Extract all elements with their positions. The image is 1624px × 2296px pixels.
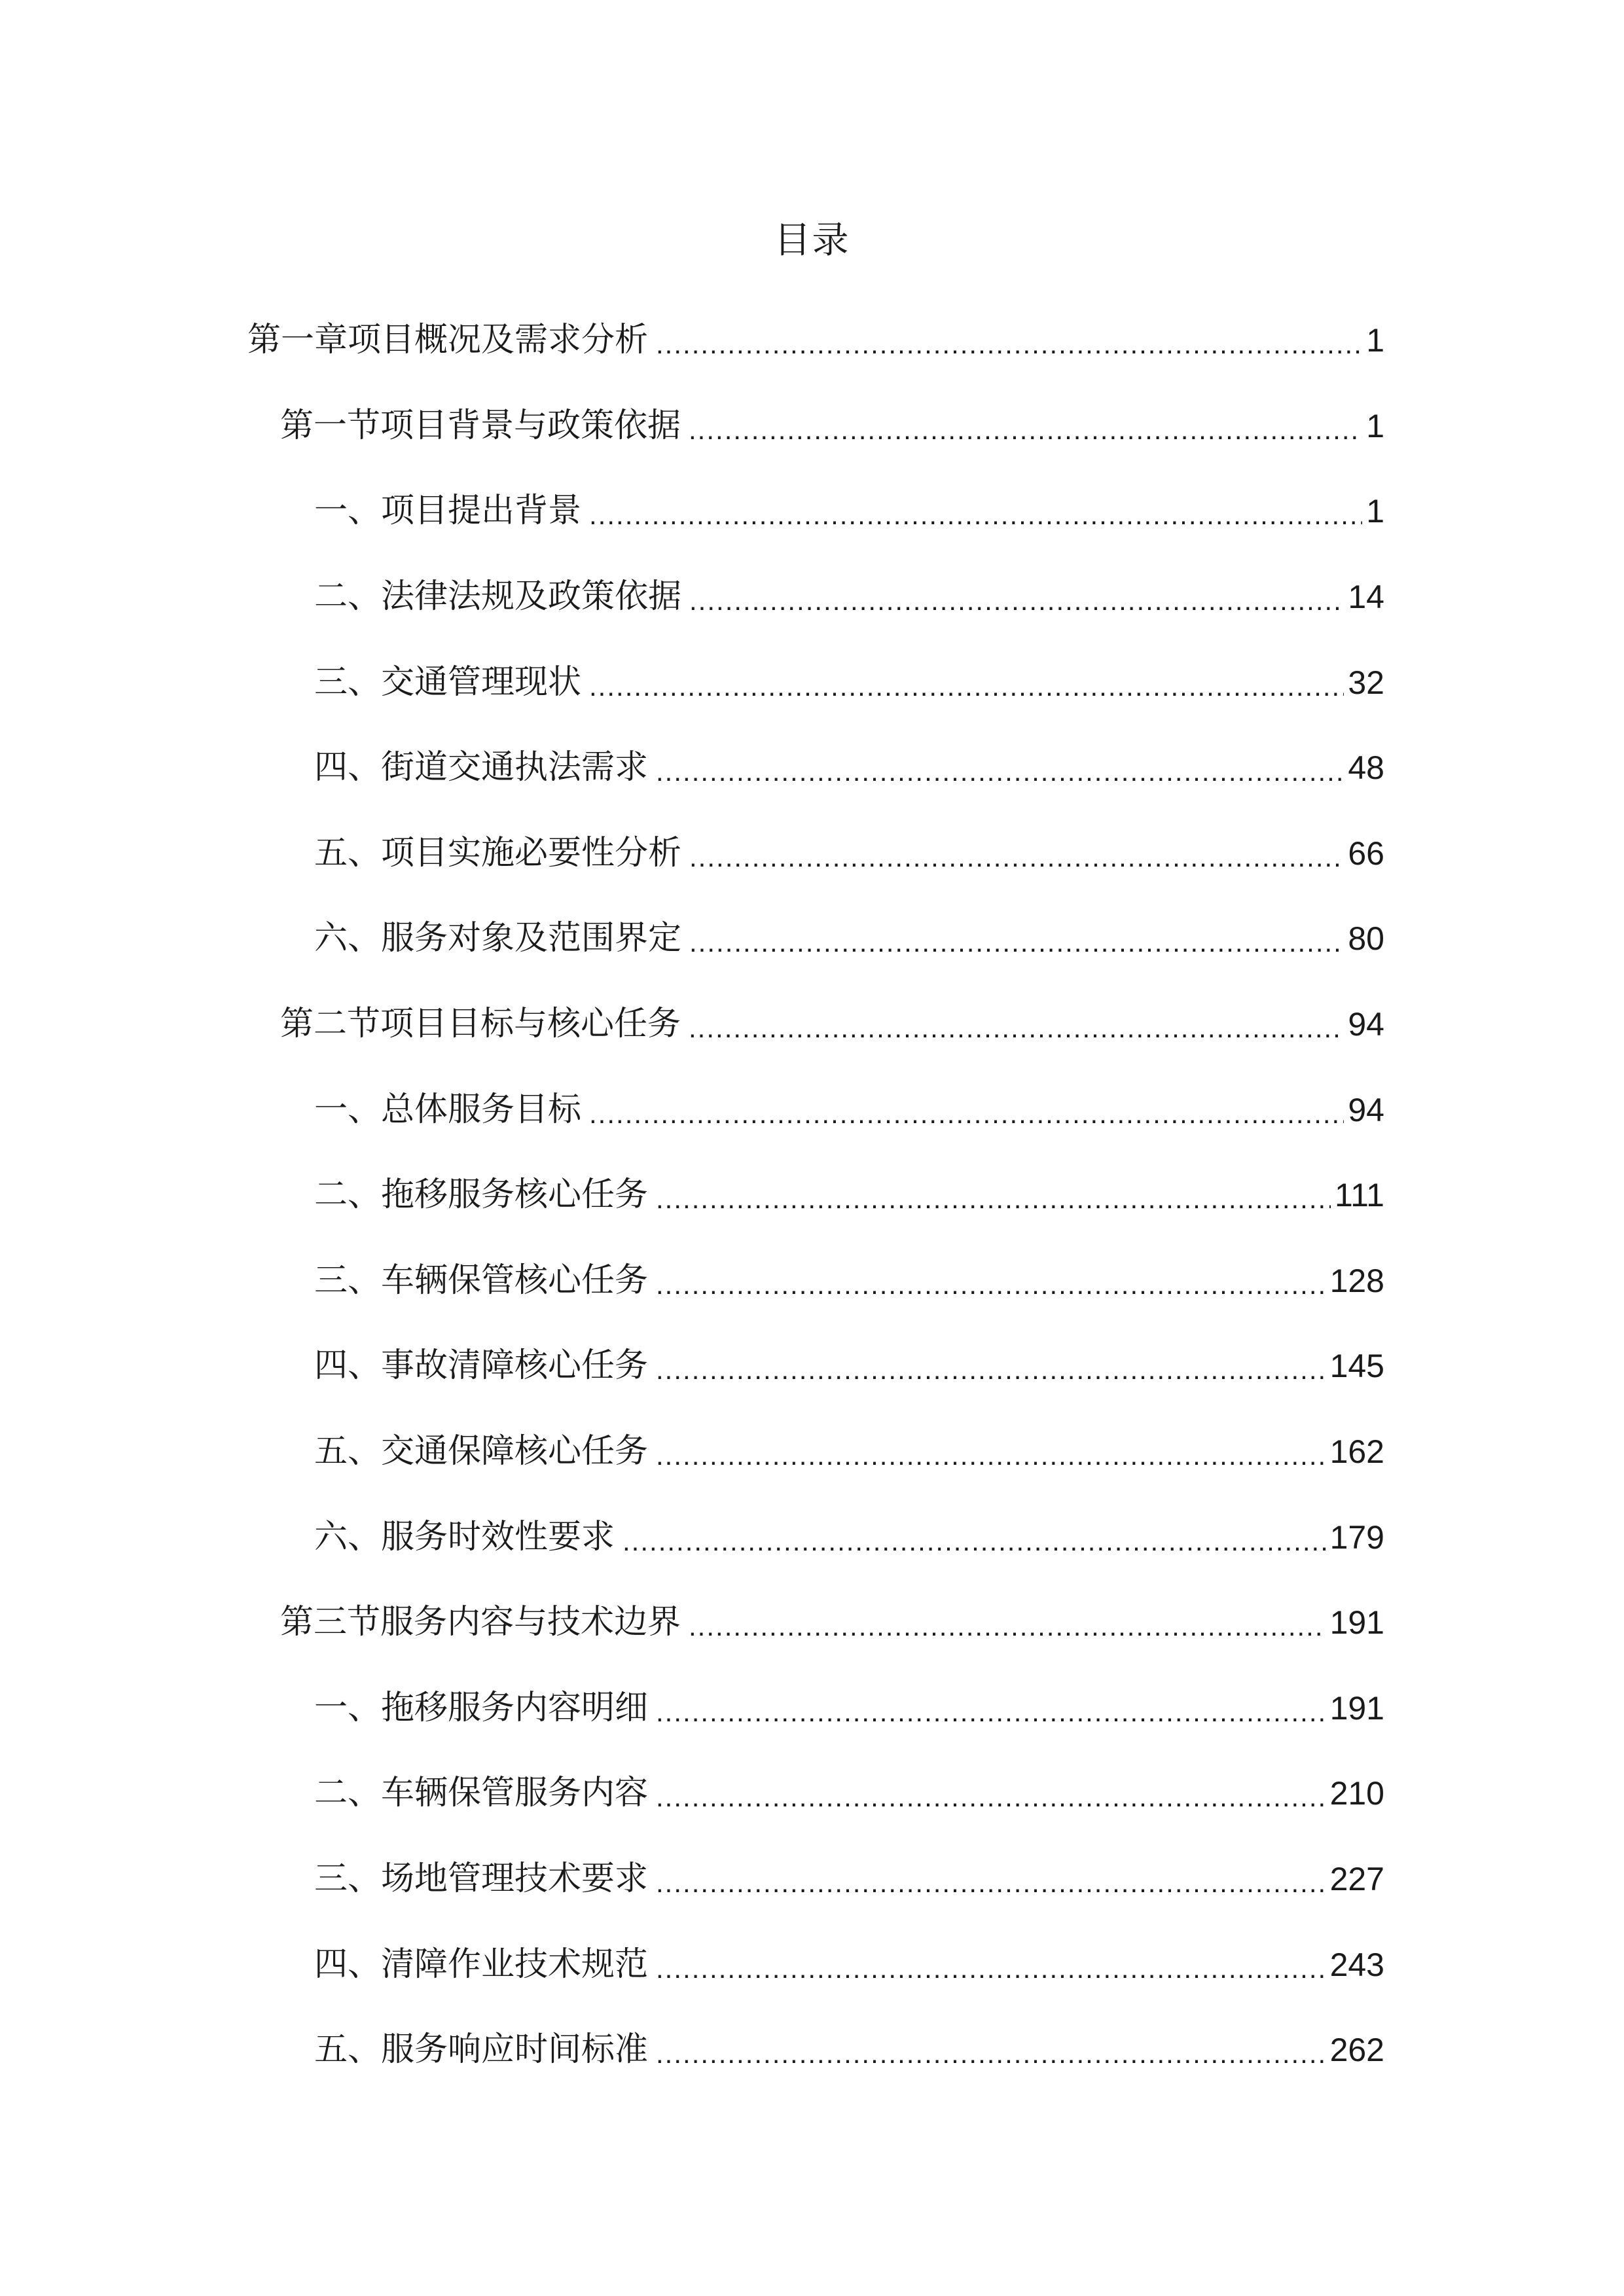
- toc-entry-text: 五、交通保障核心任务: [314, 1432, 649, 1471]
- dot-leader: [656, 1774, 1326, 1820]
- dot-leader: [689, 407, 1362, 453]
- toc-entry-text: 四、清障作业技术规范: [314, 1945, 649, 1984]
- toc-entry-page: 128: [1329, 1262, 1384, 1299]
- dot-leader: [589, 1091, 1344, 1137]
- toc-entry-text: 四、事故清障核心任务: [314, 1346, 649, 1386]
- toc-entry-item[interactable]: [0, 1238, 1624, 1324]
- toc-entry-item[interactable]: [0, 1666, 1624, 1751]
- toc-entry-page: 1: [1366, 407, 1384, 444]
- toc-entry-item[interactable]: [0, 1153, 1624, 1238]
- toc-entry-item[interactable]: [0, 2007, 1624, 2093]
- dot-leader: [656, 2031, 1326, 2077]
- toc-entry-text: 一、总体服务目标: [314, 1090, 582, 1129]
- toc-entry-section-3[interactable]: [0, 1580, 1624, 1666]
- toc-entry-item[interactable]: [0, 811, 1624, 897]
- toc-entry-page: 227: [1329, 1860, 1384, 1897]
- toc-entry-text: 一、拖移服务内容明细: [314, 1688, 649, 1727]
- dot-leader: [589, 492, 1362, 538]
- toc-entry-item[interactable]: [0, 639, 1624, 725]
- dot-leader: [656, 1262, 1326, 1308]
- toc-entry-text: 三、场地管理技术要求: [314, 1859, 649, 1898]
- dot-leader: [689, 578, 1344, 624]
- dot-leader: [623, 1518, 1326, 1564]
- dot-leader: [656, 1347, 1326, 1393]
- dot-leader: [656, 1689, 1326, 1735]
- toc-entry-item[interactable]: [0, 1323, 1624, 1409]
- toc-entry-chapter-1[interactable]: [0, 298, 1624, 384]
- dot-leader: [656, 321, 1362, 367]
- toc-entry-text: 五、服务响应时间标准: [314, 2030, 649, 2070]
- toc-entry-text: 第三节服务内容与技术边界: [280, 1603, 681, 1642]
- dot-leader: [689, 920, 1344, 965]
- toc-entry-text: 第二节项目目标与核心任务: [280, 1005, 681, 1044]
- dot-leader: [656, 1433, 1326, 1479]
- toc-entry-item[interactable]: [0, 1837, 1624, 1922]
- toc-entry-page: 94: [1348, 1006, 1384, 1043]
- toc-entry-page: 94: [1348, 1091, 1384, 1128]
- toc-entry-item[interactable]: [0, 1751, 1624, 1837]
- dot-leader: [656, 1176, 1331, 1222]
- toc-entry-page: 111: [1334, 1177, 1384, 1214]
- dot-leader: [656, 749, 1344, 795]
- toc-entry-page: 80: [1348, 920, 1384, 958]
- toc-entry-page: 262: [1329, 2032, 1384, 2069]
- toc-entry-page: 32: [1348, 664, 1384, 701]
- toc-entry-item[interactable]: [0, 469, 1624, 554]
- toc-entry-item[interactable]: [0, 896, 1624, 982]
- toc-entry-page: 191: [1329, 1689, 1384, 1727]
- toc-entry-page: 210: [1329, 1775, 1384, 1812]
- toc-entry-text: 二、车辆保管服务内容: [314, 1774, 649, 1813]
- toc-entry-text: 五、项目实施必要性分析: [314, 833, 682, 872]
- toc-title: 目录: [774, 219, 850, 262]
- toc-entry-item[interactable]: [0, 554, 1624, 640]
- toc-entry-item[interactable]: [0, 1922, 1624, 2007]
- toc-entry-text: 六、服务时效性要求: [314, 1517, 615, 1556]
- table-of-contents: [0, 298, 1624, 2092]
- toc-entry-page: 243: [1329, 1946, 1384, 1983]
- toc-entry-text: 三、车辆保管核心任务: [314, 1261, 649, 1300]
- toc-entry-item[interactable]: [0, 725, 1624, 811]
- toc-entry-section-1[interactable]: [0, 384, 1624, 469]
- toc-entry-page: 48: [1348, 749, 1384, 787]
- toc-entry-page: 14: [1348, 579, 1384, 616]
- toc-entry-text: 第一章项目概况及需求分析: [247, 321, 649, 360]
- toc-entry-text: 二、法律法规及政策依据: [314, 577, 682, 617]
- dot-leader: [689, 1005, 1344, 1051]
- dot-leader: [689, 834, 1344, 880]
- dot-leader: [689, 1604, 1326, 1649]
- dot-leader: [656, 1946, 1326, 1992]
- toc-entry-section-2[interactable]: [0, 982, 1624, 1067]
- toc-entry-text: 六、服务对象及范围界定: [314, 919, 682, 958]
- toc-entry-item[interactable]: [0, 1494, 1624, 1580]
- toc-entry-page: 191: [1329, 1604, 1384, 1641]
- toc-entry-item[interactable]: [0, 1067, 1624, 1153]
- toc-entry-text: 四、街道交通执法需求: [314, 748, 649, 787]
- toc-entry-text: 三、交通管理现状: [314, 662, 582, 702]
- toc-entry-text: 二、拖移服务核心任务: [314, 1175, 649, 1215]
- dot-leader: [589, 664, 1344, 709]
- toc-entry-page: 162: [1329, 1433, 1384, 1471]
- toc-entry-item[interactable]: [0, 1409, 1624, 1495]
- toc-entry-page: 179: [1329, 1518, 1384, 1556]
- dot-leader: [656, 1860, 1326, 1906]
- toc-entry-page: 66: [1348, 834, 1384, 872]
- toc-entry-page: 1: [1366, 493, 1384, 530]
- toc-entry-text: 一、项目提出背景: [314, 492, 582, 531]
- toc-entry-page: 145: [1329, 1348, 1384, 1385]
- toc-entry-page: 1: [1366, 322, 1384, 359]
- toc-entry-text: 第一节项目背景与政策依据: [280, 406, 681, 445]
